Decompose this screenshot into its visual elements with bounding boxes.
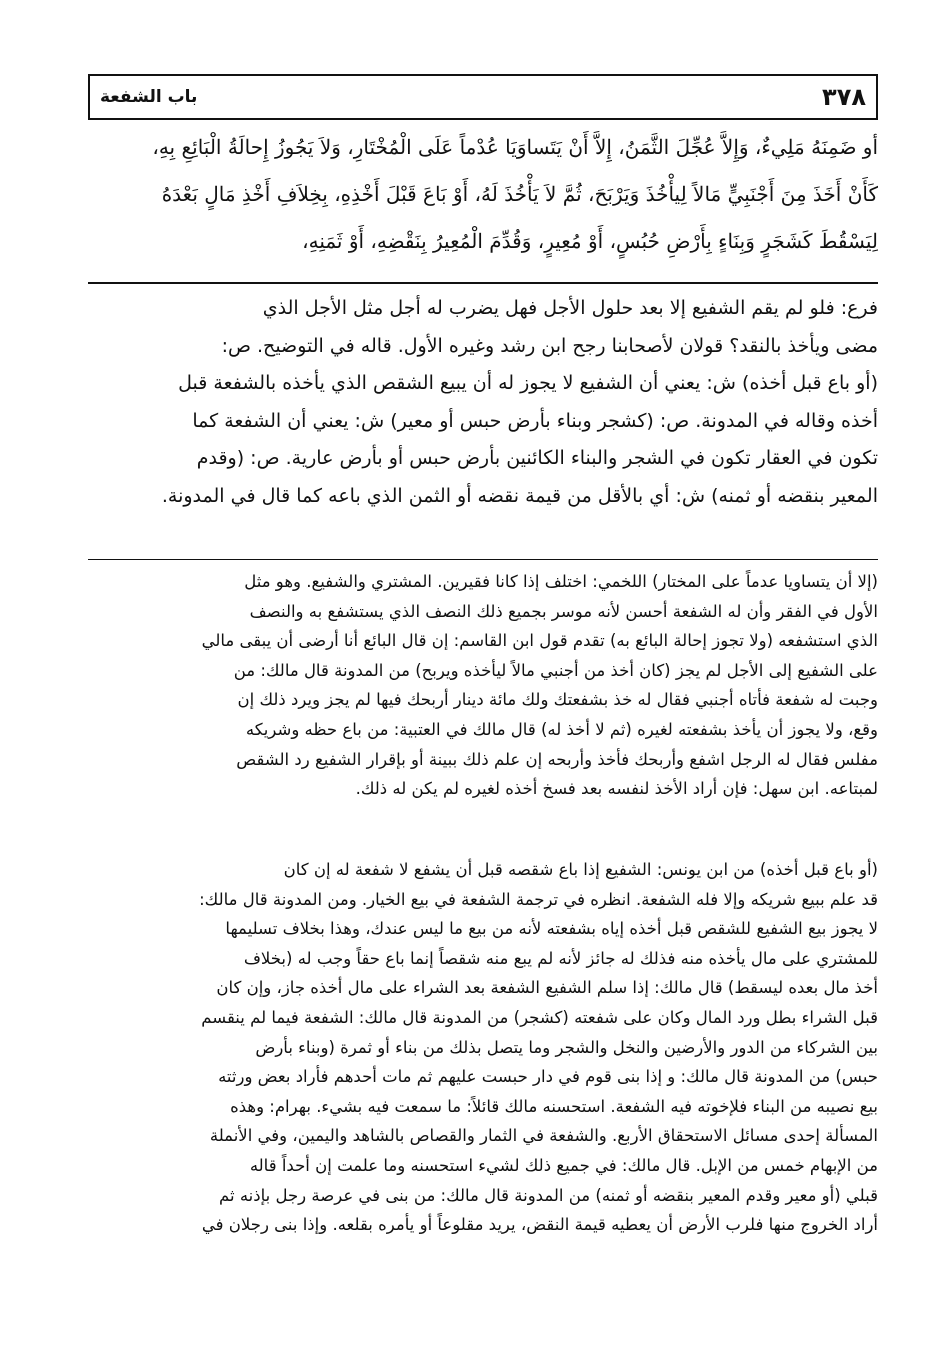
footnote-line: (أو باع قبل أخذه) من ابن يونس: الشفيع إذا باع شقصه قبل أن يشفع لا شفعة له إن كان	[283, 860, 878, 879]
footnote-line: وجبت له شفعة فأتاه أجنبي فقال له خذ بشفعتك ولك مائة دينار أربحك فيها لم يجز ويرد ذلك إن	[237, 690, 878, 710]
matn-line: كَأَنْ أَخَذَ مِنَ أَجْنَبِيٍّ مَالاً لِيأْخُذَ وَيَرْبَحَ، ثُمَّ لاَ يَأْخُذَ لَهُ، أَوْ بَاعَ قَبْلَ أَخْذِهِ، بِخِلاَفِ أَخْذِ مَالٍ بَعْدَهُ	[161, 182, 878, 206]
chapter-title: باب الشفعة	[100, 87, 198, 107]
commentary-line: تكون في العقار تكون في الشجر والبناء الكائنين بأرض حبس أو بأرض عارية. ص: (وقدم	[196, 447, 878, 469]
footnote-divider	[88, 559, 878, 560]
commentary-line: (أو باع قبل أخذه) ش: يعني أن الشفيع لا يجوز له أن يبيع الشقص الذي يأخذه بالشفعة قبل	[178, 372, 878, 394]
footnote-line: بيع نصيبه من البناء فلإخوته فيه الشفعة. استحسنه مالك قائلاً: ما سمعت فيه بشيء. بهرام: وهذه	[230, 1096, 878, 1116]
commentary-line: فرع: فلو لم يقم الشفيع إلا بعد حلول الأجل فهل يضرب له أجل مثل الأجل الذي	[262, 297, 878, 319]
commentary-line: المعير بنقضه أو ثمنه) ش: أي بالأقل من قيمة نقضه أو الثمن الذي باعه كما قال في المدونة.	[161, 484, 878, 507]
commentary	[92, 290, 878, 515]
footnote-line: من الإبهام خمس من الإبل. قال مالك: في جميع ذلك لشيء استحسنه وما علمت إن أحداً قاله	[249, 1155, 878, 1175]
footnote-line: الأول في الفقر وأن له الشفعة أحسن لأنه موسر بجميع ذلك النصف الذي يستشفع به والنصف	[249, 601, 878, 621]
footnote-line: قبلي (أو معير وقدم المعير بنقضه أو ثمنه) من المدونة قال مالك: من بنى في عرصة رجل بإذنه ثم	[219, 1185, 878, 1205]
footnote-line: أخذ مال بعده ليسقط) قال مالك: إذا سلم الشفيع الشفعة بعد الشراء على مال أخذه جاز، وإن كان	[216, 978, 878, 998]
footnote-line: وقع، ولا يجوز أن يأخذ بشفعته لغيره (ثم لا أخذ له) قال مالك في العتبية: من باع حظه وشريكه	[245, 719, 878, 739]
footnote-line: الذي استشفعه (ولا تجوز إحالة البائع به) تقدم قول ابن القاسم: إن قال البائع أنا أرضى أن يبقى مالي	[201, 631, 878, 651]
main-text	[88, 124, 878, 265]
footnote-line: حبس) من المدونة قال مالك: و إذا بنى قوم في دار حبست عليهم ثم مات أحدهم فأراد بعض ورثته	[218, 1067, 878, 1087]
page-number: ٣٧٨	[822, 83, 866, 111]
commentary-line: أخذه وقاله في المدونة. ص: (كشجر وبناء بأرض حبس أو معير) ش: يعني أن الشفعة كما	[192, 409, 878, 432]
footnotes-block-1	[92, 567, 878, 804]
footnote-line: على الشفيع إلى الأجل لم يجز (كان أخذ من أجنبي مالاً ليأخذه ويربح) من المدونة قال مالك: من	[233, 660, 878, 680]
footnote-line: قبل الشراء بطل ورد المال وكان على شفعته (كشجر) من المدونة قال مالك: الشفعة فيما لم ينقسم	[201, 1007, 878, 1027]
commentary-line: مضى ويأخذ بالنقد؟ قولان لأصحابنا رجح ابن رشد وغيره الأول. قاله في التوضيح. ص:	[221, 334, 878, 357]
footnote-line: لا يجوز بيع الشفيع للشقص قبل أخذه إياه بشفعته لأنه من بيع ما ليس عندك، وهذا بخلاف تسليمها	[225, 919, 878, 939]
section-divider	[88, 282, 878, 284]
page-header	[88, 74, 878, 120]
matn-line: لِيَسْقُطَ كَشَجَرٍ وَبِنَاءٍ بِأَرْضِ حُبُسٍ، أَوْ مُعِيرٍ، وَقُدِّمَ الْمُعِيرُ بِنَقْضِهِ، أَوْ ثَمَنِهِ،	[302, 229, 878, 253]
matn-line: أو ضَمِنَهُ مَلِيءٌ، وَإِلاَّ عُجِّلَ الثَّمَنُ، إِلاَّ أَنْ يَتَساوَيَا عُدْماً عَلَى الْمُخْتَارِ، وَلاَ يَجُوزُ إِحالَةُ الْبَائِعِ بِهِ،	[152, 135, 878, 159]
footnote-line: قد علم ببيع شريكه وإلا فله الشفعة. انظره في ترجمة الشفعة في بيع الخيار. ومن المدونة قال مالك:	[199, 889, 878, 909]
footnote-line: (إلا أن يتساويا عدماً على المختار) اللخمي: اختلف إذا كانا فقيرين. المشتري والشفيع. وهو مثل	[244, 572, 878, 591]
footnote-line: أراد الخروج منها فلرب الأرض أن يعطيه قيمة النقض، يريد مقلوعاً أو يأمره بقلعه. وإذا بنى رجلان في	[201, 1215, 878, 1235]
footnote-line: المسألة إحدى مسائل الاستحقاق الأربع. والشفعة في الثمار والقصاص بالشاهد واليمين، وفي الأنملة	[209, 1126, 878, 1146]
footnote-line: للمشتري على مال يأخذه منه فذلك له جائز لأنه لم يبع منه شقصاً إنما باع حقاً وجب له (بخلاف	[243, 948, 878, 968]
footnote-line: مفلس فقال له الرجل اشفع وأربحك فأخذ وأربحه إن علم ذلك ببينة أو بإقرار الشفيع رد الشقص	[236, 749, 878, 769]
footnote-line: بين الشركاء من الدور والأرضين والنخل والشجر وما يتصل بذلك من بناء أو ثمرة (وبناء بأرض	[255, 1037, 878, 1057]
footnote-line: لمبتاعه. ابن سهل: فإن أراد الأخذ لنفسه بعد فسخ أخذه لغيره لم يكن له ذلك.	[355, 779, 878, 799]
footnotes-block-2	[92, 855, 878, 1240]
